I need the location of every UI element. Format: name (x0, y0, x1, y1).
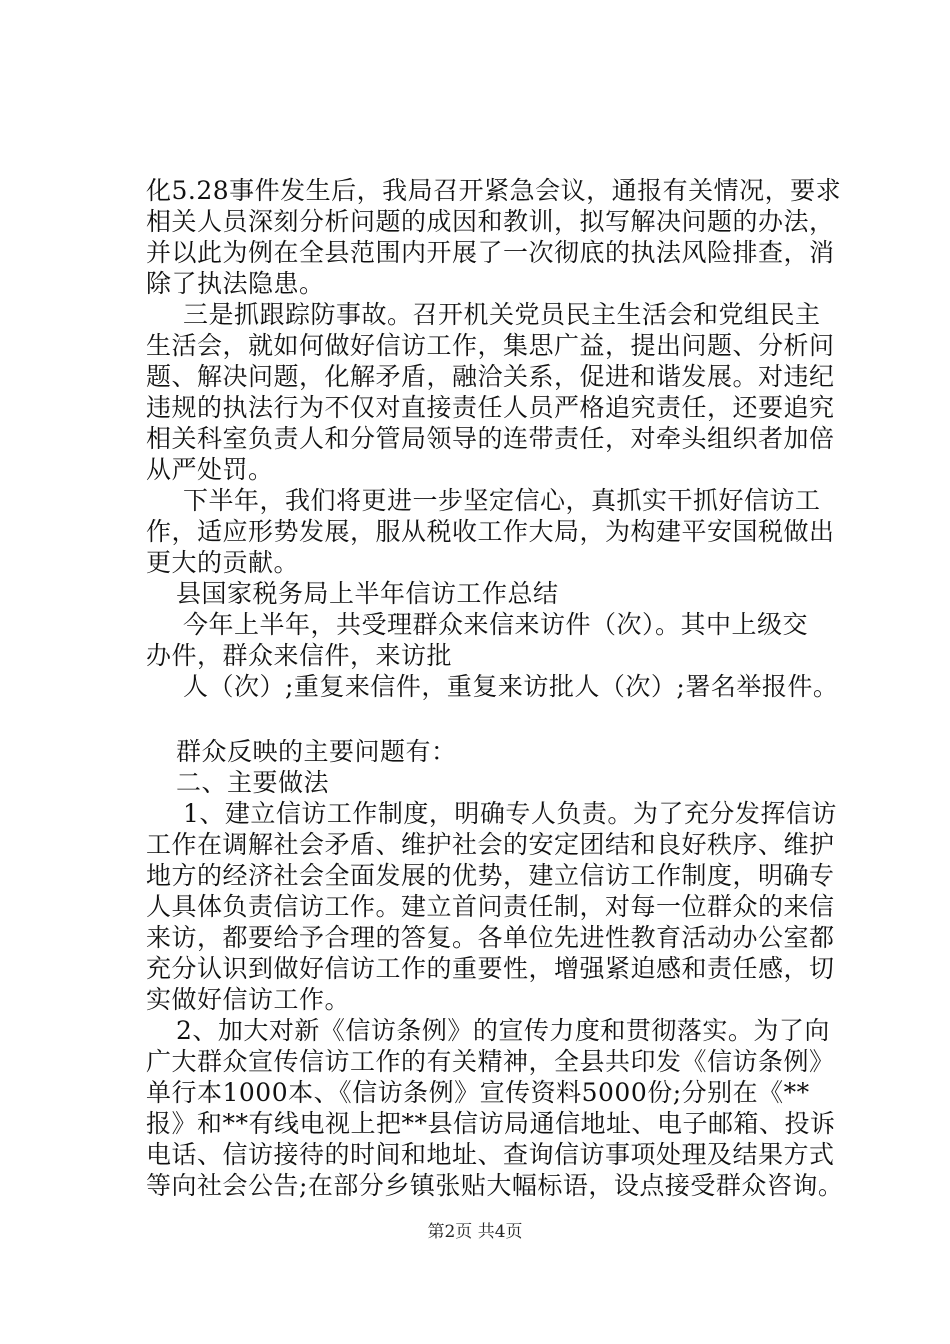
text-line: 题、解决问题，化解矛盾，融洽关系，促进和谐发展。对违纪 (146, 362, 835, 391)
text-line: 充分认识到做好信访工作的重要性，增强紧迫感和责任感，切 (146, 954, 835, 983)
document-title: 县国家税务局上半年信访工作总结 (176, 579, 559, 608)
text-line: 相关人员深刻分析问题的成因和教训，拟写解决问题的办法， (146, 207, 835, 236)
text-line: 生活会，就如何做好信访工作，集思广益，提出问题、分析问 (146, 331, 835, 360)
paragraph-start: 今年上半年，共受理群众来信来访件（次）。其中上级交 (183, 610, 809, 639)
page-number: 第2页 共4页 (427, 1222, 523, 1242)
text-line: 来访，都要给予合理的答复。各单位先进性教育活动办公室都 (146, 923, 835, 952)
blank-line (146, 702, 836, 736)
section-heading: 二、主要做法 (176, 768, 330, 797)
text-line: 报》和**有线电视上把**县信访局通信地址、电子邮箱、投诉 (146, 1109, 836, 1138)
text-line: 违规的执法行为不仅对直接责任人员严格追究责任，还要追究 (146, 393, 835, 422)
paragraph-start: 三是抓跟踪防事故。召开机关党员民主生活会和党组民主 (183, 300, 821, 329)
text-line: 人（次）;重复来信件，重复来访批人（次）;署名举报件。 (183, 672, 839, 701)
text-line: 电话、信访接待的时间和地址、查询信访事项处理及结果方式 (146, 1140, 835, 1169)
text-line: 实做好信访工作。 (146, 985, 351, 1014)
text-line: 更大的贡献。 (146, 548, 300, 577)
paragraph-start: 1、建立信访工作制度，明确专人负责。为了充分发挥信访 (183, 799, 837, 828)
text-line: 广大群众宣传信访工作的有关精神，全县共印发《信访条例》 (146, 1047, 835, 1076)
paragraph-start: 群众反映的主要问题有： (176, 737, 457, 766)
text-line: 除了执法隐患。 (146, 269, 325, 298)
text-line: 化5.28事件发生后，我局召开紧急会议，通报有关情况，要求 (146, 176, 842, 205)
text-line: 单行本1000本、《信访条例》宣传资料5000份;分别在《** (146, 1078, 810, 1107)
text-line: 作，适应形势发展，服从税收工作大局，为构建平安国税做出 (146, 517, 835, 546)
text-line: 办件，群众来信件，来访批 (146, 641, 453, 670)
text-line: 人具体负责信访工作。建立首问责任制，对每一位群众的来信 (146, 892, 835, 921)
text-line: 等向社会公告;在部分乡镇张贴大幅标语，设点接受群众咨询。 (146, 1171, 844, 1200)
text-line: 并以此为例在全县范围内开展了一次彻底的执法风险排查，消 (146, 238, 835, 267)
text-line: 相关科室负责人和分管局领导的连带责任，对牵头组织者加倍 (146, 424, 835, 453)
text-line: 地方的经济社会全面发展的优势，建立信访工作制度，明确专 (146, 861, 835, 890)
document-body (146, 175, 844, 1201)
paragraph-start: 2、加大对新《信访条例》的宣传力度和贯彻落实。为了向 (176, 1016, 830, 1045)
paragraph-start: 下半年，我们将更进一步坚定信心，真抓实干抓好信访工 (183, 486, 821, 515)
text-line: 从严处罚。 (146, 455, 274, 484)
text-line: 工作在调解社会矛盾、维护社会的安定团结和良好秩序、维护 (146, 830, 835, 859)
